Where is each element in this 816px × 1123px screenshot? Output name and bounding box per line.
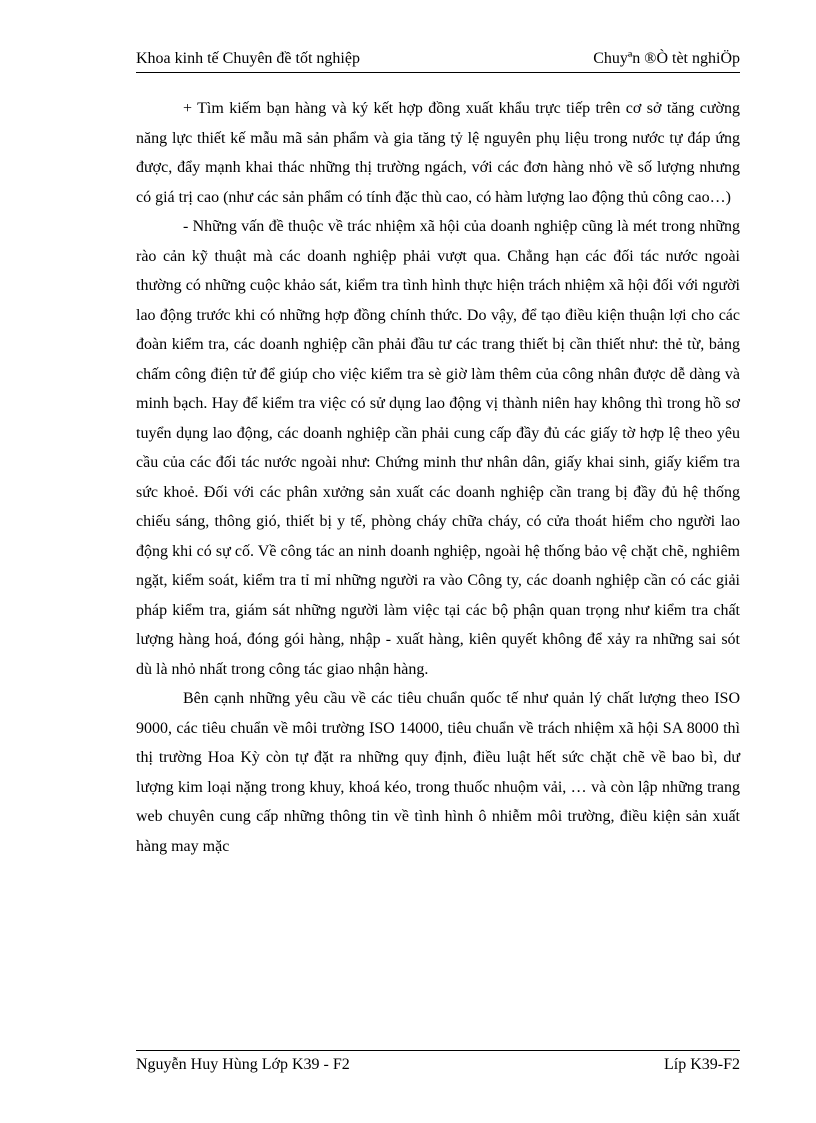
paragraph-international-standards: Bên cạnh những yêu cầu về các tiêu chuẩn quốc tế như quản lý chất lượng theo ISO 9000, các tiêu chuẩn về môi trường ISO 14000, tiêu chuẩn về trách nhiệm xã hội SA 8000 thì thị trường Hoa Kỳ còn tự đặt ra những quy định, điều luật hết sức chặt chẽ về bao bì, dư lượng kim loại nặng trong khuy, khoá kéo, trong thuốc nhuộm vải, … và còn lập những trang web chuyên cung cấp những thông tin về tình hình ô nhiễm môi trường, điều kiện sản xuất hàng may mặc bbox=[136, 690, 740, 855]
footer-right-text: Líp K39-F2 bbox=[664, 1056, 740, 1073]
footer-left-text: Nguyễn Huy Hùng Lớp K39 - F2 bbox=[136, 1056, 350, 1073]
document-body bbox=[136, 94, 740, 861]
page-header bbox=[136, 50, 740, 73]
paragraph-partner-search: + Tìm kiếm bạn hàng và ký kết hợp đồng xuất khẩu trực tiếp trên cơ sở tăng cường năng lực thiết kế mẫu mã sản phẩm và gia tăng tỷ lệ nguyên phụ liệu trong nước tự đáp ứng được, đẩy mạnh khai thác những thị trường ngách, với các đơn hàng nhỏ về số lượng nhưng có giá trị cao (như các sản phẩm có tính đặc thù cao, có hàm lượng lao động thủ công cao…) bbox=[136, 100, 740, 206]
page-footer bbox=[136, 1050, 740, 1077]
header-left-text: Khoa kinh tế Chuyên đề tốt nghiệp bbox=[136, 50, 360, 67]
paragraph-social-responsibility: - Những vấn đề thuộc về trác nhiệm xã hội của doanh nghiệp cũng là mét trong những rào cản kỹ thuật mà các doanh nghiệp phải vượt qua. Chẳng hạn các đối tác nước ngoài thường có những cuộc khảo sát, kiểm tra tình hình thực hiện trách nhiệm xã hội đối với người lao động trước khi có những hợp đồng chính thức. Do vậy, để tạo điều kiện thuận lợi cho các đoàn kiểm tra, các doanh nghiệp cần phải đầu tư các trang thiết bị cần thiết như: thẻ từ, bảng chấm công điện tử để giúp cho việc kiểm tra sè giờ làm thêm của công nhân được dễ dàng và minh bạch. Hay để kiểm tra việc có sử dụng lao động vị thành niên hay không thì trong hồ sơ tuyển dụng lao động, các doanh nghiệp cần phải cung cấp đầy đủ các giấy tờ hợp lệ theo yêu cầu của các đối tác nước ngoài như: Chứng minh thư nhân dân, giấy khai sinh, giấy kiểm tra sức khoẻ. Đối với các phân xưởng sản xuất các doanh nghiệp cần trang bị đầy đủ hệ thống chiếu sáng, thông gió, thiết bị y tế, phòng cháy chữa cháy, có cửa thoát hiểm cho người lao động khi có sự cố. Về công tác an ninh doanh nghiệp, ngoài hệ thống bảo vệ chặt chẽ, nghiêm ngặt, kiểm soát, kiểm tra tỉ mỉ những người ra vào Công ty, các doanh nghiệp cần có các giải pháp kiểm tra, giám sát những người làm việc tại các bộ phận quan trọng như kiểm tra chất lượng hàng hoá, đóng gói hàng, nhập - xuất hàng, kiên quyết không để xảy ra những sai sót dù là nhỏ nhất trong công tác giao nhận hàng. bbox=[136, 218, 740, 678]
header-right-text: Chuyªn ®Ò tèt nghiÖp bbox=[593, 50, 740, 67]
